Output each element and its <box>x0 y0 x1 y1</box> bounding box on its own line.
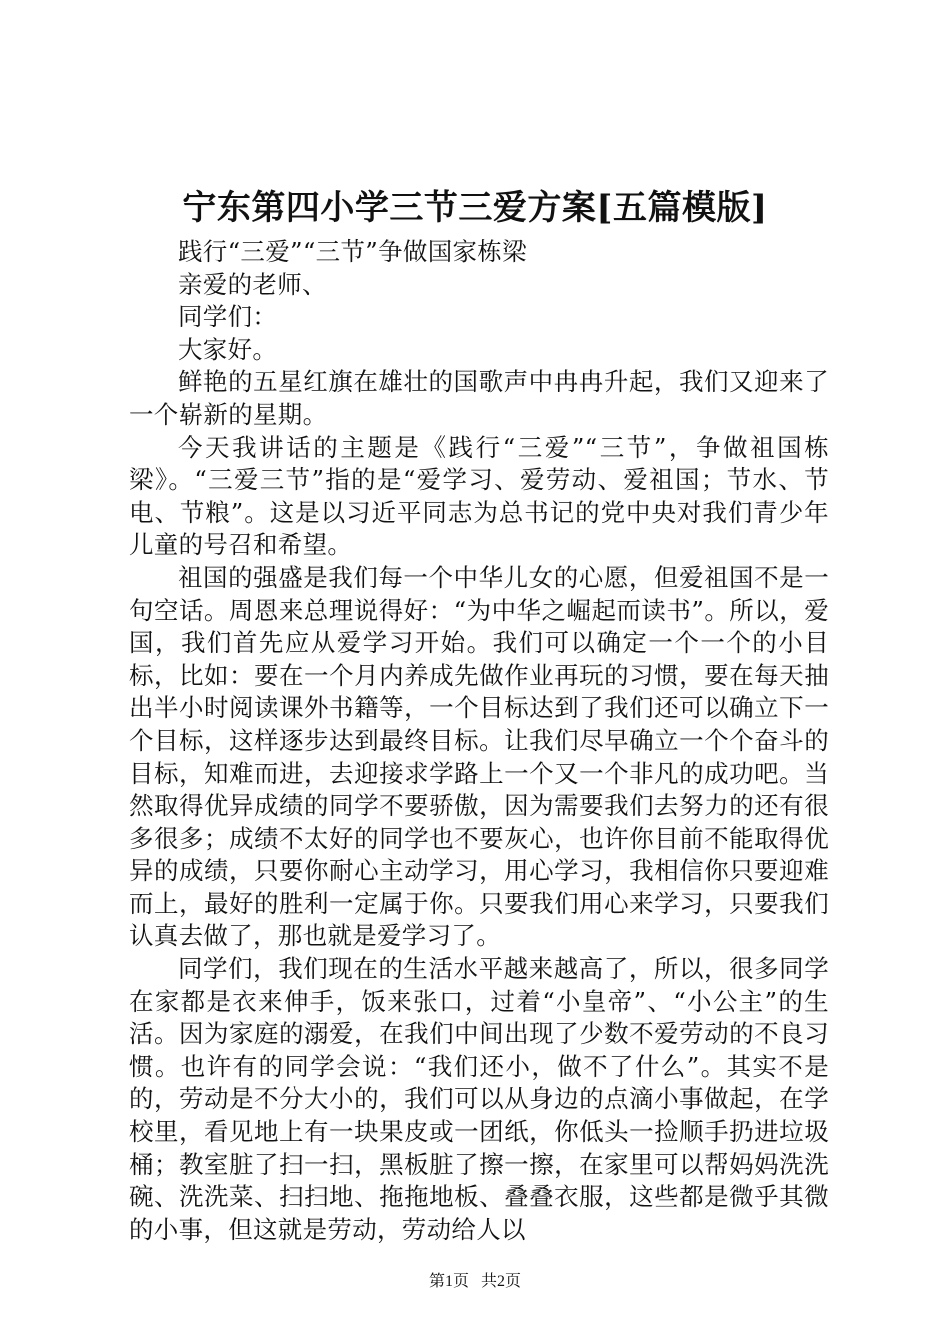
document-title: 宁东第四小学三节三爱方案[五篇模版] <box>182 188 768 228</box>
paragraph-subtitle: 践行“三爱”“三节”争做国家栋梁 <box>178 237 527 266</box>
paragraph-salutation-teachers: 亲爱的老师、 <box>178 269 327 299</box>
paragraph-love-learning: 祖国的强盛是我们每一个中华儿女的心愿，但爱祖国不是一句空话。周恩来总理说得好：“为中华之崛起而读书”。所以，爱国，我们首先应从爱学习开始。我们可以确定一个一个的小目标，比如：要在一个月内养成先做作业再玩的习惯，要在每天抽出半小时阅读课外书籍等，一个目标达到了我们还可以确立下一个目标，这样逐步达到最终目标。让我们尽早确立一个个奋斗的目标，知难而进，去迎接求学路上一个又一个非凡的成功吧。当然取得优异成绩的同学不要骄傲，因为需要我们去努力的还有很多很多；成绩不太好的同学也不要灰心，也许你目前不能取得优异的成绩，只要你耐心主动学习，用心学习，我相信你只要迎难而上，最好的胜利一定属于你。只要我们用心来学习，只要我们认真去做了，那也就是爱学习了。 <box>129 562 829 951</box>
page-total: 共2页 <box>481 1273 522 1290</box>
paragraph-greeting: 大家好。 <box>178 334 278 364</box>
paragraph-love-labor: 同学们，我们现在的生活水平越来越高了，所以，很多同学在家都是衣来伸手，饭来张口，过着“小皇帝”、“小公主”的生活。因为家庭的溺爱，在我们中间出现了少数不爱劳动的不良习惯。也许有的同学会说：“我们还小，做不了什么”。其实不是的，劳动是不分大小的，我们可以从身边的点滴小事做起，在学校里，看见地上有一块果皮或一团纸，你低头一捡顺手扔进垃圾桶；教室脏了扫一扫，黑板脏了擦一擦，在家里可以帮妈妈洗洗碗、洗洗菜、扫扫地、拖拖地板、叠叠衣服，这些都是微乎其微的小事，但这就是劳动，劳动给人以 <box>129 954 829 1244</box>
paragraph-salutation-students: 同学们： <box>178 302 278 332</box>
paragraph-opening: 鲜艳的五星红旗在雄壮的国歌声中冉冉升起，我们又迎来了一个崭新的星期。 <box>129 367 829 429</box>
page-footer <box>0 1271 950 1293</box>
document-body <box>129 236 829 1246</box>
page-number: 第1页 <box>428 1273 469 1290</box>
paragraph-theme: 今天我讲话的主题是《践行“三爱”“三节”，争做祖国栋梁》。“三爱三节”指的是“爱学习、爱劳动、爱祖国；节水、节电、节粮”。这是以习近平同志为总书记的党中央对我们青少年儿童的号召和希望。 <box>129 432 829 560</box>
